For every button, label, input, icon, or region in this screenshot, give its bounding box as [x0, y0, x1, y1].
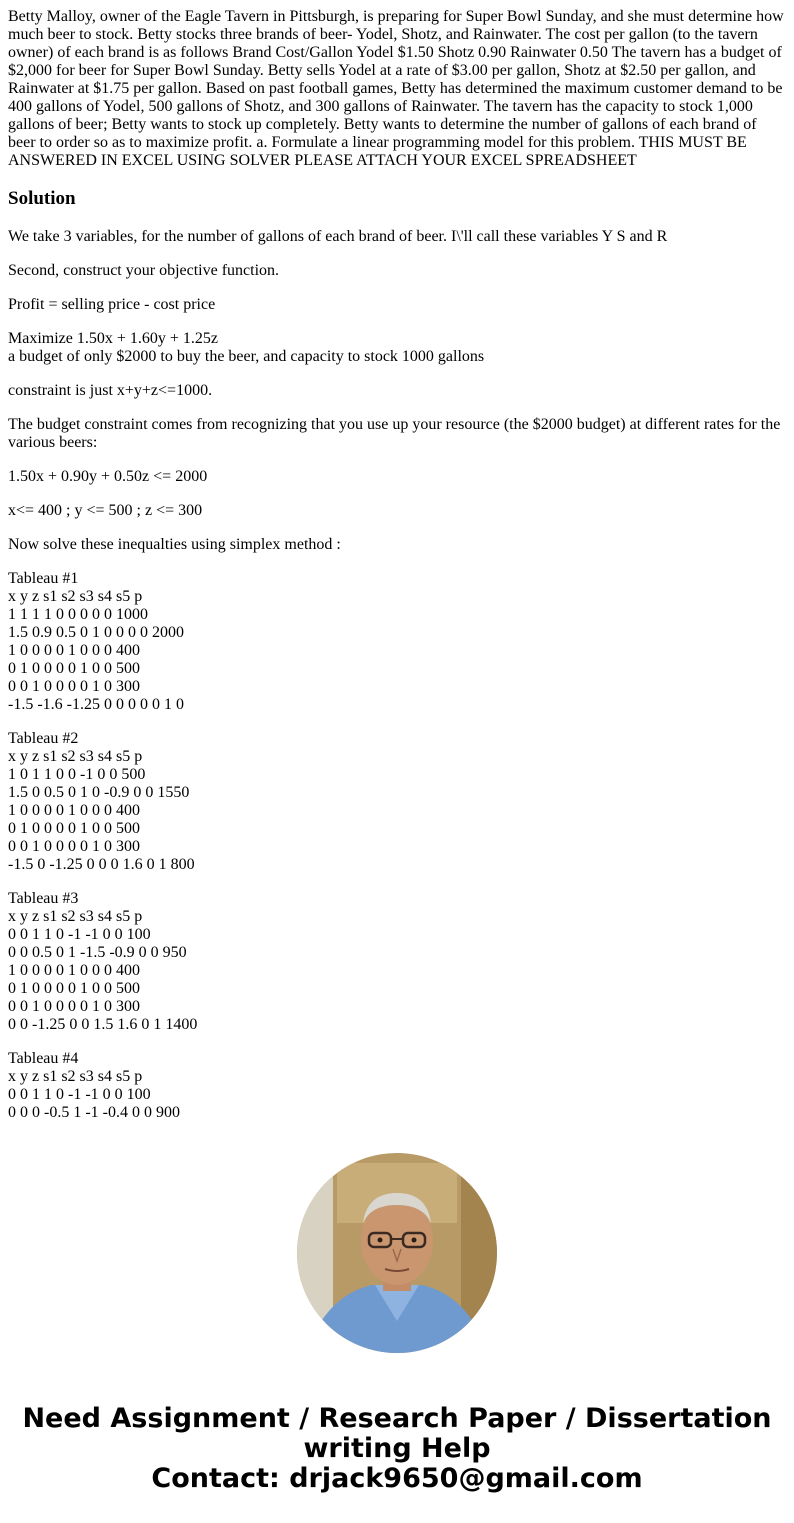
tableau-4 [8, 1050, 786, 1122]
solution-paragraph-objective: Second, construct your objective function. [8, 262, 280, 279]
tableau-1 [8, 570, 786, 714]
tableau-2 [8, 730, 786, 874]
tableau-row: 0 1 0 0 0 0 1 0 0 500 [8, 980, 140, 997]
maximize-line: Maximize 1.50x + 1.60y + 1.25z [8, 330, 219, 347]
tableau-row: 1 0 0 0 0 1 0 0 0 400 [8, 642, 140, 659]
tableau-row: 1 0 0 0 0 1 0 0 0 400 [8, 962, 140, 979]
tableau-row: 0 1 0 0 0 0 1 0 0 500 [8, 660, 140, 677]
author-avatar [297, 1153, 497, 1353]
tableau-row: 0 0 1 1 0 -1 -1 0 0 100 [8, 1086, 151, 1103]
tableau-title: Tableau #3 [8, 890, 79, 907]
tableau-row: 1.5 0 0.5 0 1 0 -0.9 0 0 1550 [8, 784, 190, 801]
solution-paragraph-maximize [8, 330, 786, 366]
solution-paragraph-budget-explanation: The budget constraint comes from recognizing that you use up your resource (the $2000 budget) at different rates for the various beers: [8, 416, 781, 451]
tableau-title: Tableau #4 [8, 1050, 79, 1067]
tableau-row: x y z s1 s2 s3 s4 s5 p [8, 908, 143, 925]
tableau-row: 1.5 0.9 0.5 0 1 0 0 0 0 2000 [8, 624, 184, 641]
tableau-title: Tableau #1 [8, 570, 79, 587]
tableau-row: 0 0 1 0 0 0 0 1 0 300 [8, 838, 140, 855]
document-body [8, 8, 786, 1138]
tableau-row: 0 0 1 0 0 0 0 1 0 300 [8, 678, 140, 695]
tableau-row: 0 0 -1.25 0 0 1.5 1.6 0 1 1400 [8, 1016, 198, 1033]
tableau-row: -1.5 0 -1.25 0 0 0 1.6 0 1 800 [8, 856, 195, 873]
question-text: Betty Malloy, owner of the Eagle Tavern in Pittsburgh, is preparing for Super Bowl Sunday, and she must determine how much beer to stock. Betty stocks three brands of beer- Yodel, Shotz, and Rainwater. The cost per gallon (to the tavern owner) of each brand is as follows Brand Cost/Gallon Yodel $1.50 Shotz 0.90 Rainwater 0.50 The tavern has a budget of $2,000 for beer for Super Bowl Sunday. Betty sells Yodel at a rate of $3.00 per gallon, Shotz at $2.50 per gallon, and Rainwater at $1.75 per gallon. Based on past football games, Betty has determined the maximum customer demand to be 400 gallons of Yodel, 500 gallons of Shotz, and 300 gallons of Rainwater. The tavern has the capacity to stock 1,000 gallons of beer; Betty wants to stock up completely. Betty wants to determine the number of gallons of each brand of beer to order so as to maximize profit. a. Formulate a linear programming model for this problem. THIS MUST BE ANSWERED IN EXCEL USING SOLVER PLEASE ATTACH YOUR EXCEL SPREADSHEET [8, 8, 784, 169]
tableau-row: x y z s1 s2 s3 s4 s5 p [8, 588, 143, 605]
solution-paragraph-demand-constraints: x<= 400 ; y <= 500 ; z <= 300 [8, 502, 203, 519]
solution-paragraph-profit: Profit = selling price - cost price [8, 296, 216, 313]
tableau-3 [8, 890, 786, 1034]
promo-line-1: Need Assignment / Research Paper / Dissertation [22, 1403, 772, 1434]
tableau-row: 0 0 0.5 0 1 -1.5 -0.9 0 0 950 [8, 944, 187, 961]
tableau-row: 1 0 0 0 0 1 0 0 0 400 [8, 802, 140, 819]
tableau-row: x y z s1 s2 s3 s4 s5 p [8, 748, 143, 765]
tableau-row: -1.5 -1.6 -1.25 0 0 0 0 0 1 0 [8, 696, 184, 713]
tableau-row: 0 0 0 -0.5 1 -1 -0.4 0 0 900 [8, 1104, 180, 1121]
promo-line-2: writing Help [303, 1433, 491, 1464]
tableau-row: 0 0 1 1 0 -1 -1 0 0 100 [8, 926, 151, 943]
tableau-title: Tableau #2 [8, 730, 79, 747]
tableau-row: 1 0 1 1 0 0 -1 0 0 500 [8, 766, 146, 783]
tableau-row: 0 0 1 0 0 0 0 1 0 300 [8, 998, 140, 1015]
solution-paragraph-capacity-constraint: constraint is just x+y+z<=1000. [8, 382, 213, 399]
tableau-row: 0 1 0 0 0 0 1 0 0 500 [8, 820, 140, 837]
solution-paragraph-simplex: Now solve these inequalties using simplex method : [8, 536, 341, 553]
tableau-row: 1 1 1 1 0 0 0 0 0 1000 [8, 606, 148, 623]
author-portrait-image [297, 1153, 497, 1353]
solution-heading: Solution [8, 188, 76, 209]
tableau-row: x y z s1 s2 s3 s4 s5 p [8, 1068, 143, 1085]
solution-paragraph-variables: We take 3 variables, for the number of gallons of each brand of beer. I\'ll call these variables Y S and R [8, 228, 668, 245]
solution-paragraph-budget-constraint: 1.50x + 0.90y + 0.50z <= 2000 [8, 468, 208, 485]
budget-capacity-line: a budget of only $2000 to buy the beer, and capacity to stock 1000 gallons [8, 348, 485, 365]
promo-contact: Contact: drjack9650@gmail.com [151, 1463, 643, 1494]
promo-banner [0, 1404, 794, 1494]
